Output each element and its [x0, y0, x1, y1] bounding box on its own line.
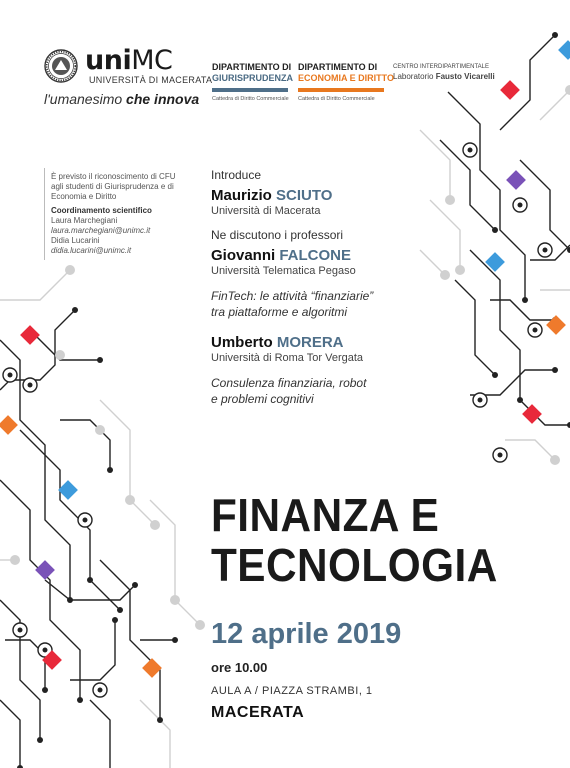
speaker-affiliation: Università di Roma Tor Vergata	[211, 352, 364, 364]
circuit-node	[455, 265, 465, 275]
cattedra-label: Cattedra di Diritto Commerciale	[298, 96, 375, 102]
university-seal-icon	[44, 49, 78, 83]
circuit-line	[0, 270, 70, 300]
diamond-marker	[506, 170, 526, 190]
discussants-label: Ne discutono i professori	[211, 228, 344, 242]
diamond-marker	[0, 415, 18, 435]
circuit-node	[172, 637, 178, 643]
circuit-node	[552, 32, 558, 38]
circuit-line	[540, 90, 570, 120]
circuit-line	[0, 480, 80, 700]
speaker-name: Maurizio SCIUTO	[211, 187, 333, 204]
circuit-node	[37, 737, 43, 743]
circuit-node	[132, 582, 138, 588]
diamond-marker	[558, 40, 570, 60]
circuit-node	[107, 467, 113, 473]
circuit-line	[30, 330, 100, 360]
circuit-ring-center	[533, 328, 538, 333]
diamond-marker	[522, 404, 542, 424]
circuit-node	[87, 577, 93, 583]
info-block: È previsto il riconoscimento di CFU agli studenti di Giurisprudenza e di Economia e Diritto Coordinamento scientifico Laura Marchegiani laura.marchegiani@unimc.it Didia Lucarini didia.lucarini@unimc.it	[51, 172, 186, 256]
circuit-line	[100, 400, 155, 525]
program	[211, 168, 451, 407]
circuit-ring-center	[83, 518, 88, 523]
circuit-node	[522, 297, 528, 303]
circuit-line	[505, 440, 555, 460]
circuit-line	[455, 280, 495, 375]
diamond-marker	[142, 658, 162, 678]
circuit-node	[170, 595, 180, 605]
talk-title: Consulenza finanziaria, robot e problemi cognitivi	[211, 376, 367, 406]
department-economia: DIPARTIMENTO DI ECONOMIA E DIRITTO	[298, 62, 395, 83]
centro-interdipartimentale: CENTRO INTERDIPARTIMENTALE Laboratorio Fausto Vicarelli	[393, 64, 495, 81]
circuit-node	[117, 607, 123, 613]
circuit-ring-center	[43, 648, 48, 653]
circuit-line	[0, 700, 20, 768]
circuit-ring-center	[18, 628, 23, 633]
slogan: l'umanesimo che innova	[44, 91, 200, 107]
speaker-affiliation: Università di Macerata	[211, 205, 321, 217]
event-title: FINANZA E TECNOLOGIA	[211, 489, 498, 591]
circuit-node	[97, 357, 103, 363]
circuit-node	[72, 307, 78, 313]
email: laura.marchegiani@unimc.it	[51, 226, 151, 235]
event-city: MACERATA	[211, 704, 305, 721]
event-place: AULA A / PIAZZA STRAMBI, 1	[211, 685, 373, 697]
circuit-line	[150, 500, 200, 625]
department-color-bar-blue	[212, 88, 288, 92]
circuit-node	[195, 620, 205, 630]
circuit-node	[125, 495, 135, 505]
circuit-line	[0, 600, 40, 740]
circuit-line	[90, 700, 110, 768]
circuit-line	[470, 370, 555, 395]
event-date: 12 aprile 2019	[211, 618, 402, 650]
coordination-label: Coordinamento scientifico	[51, 206, 152, 215]
circuit-ring-center	[468, 148, 473, 153]
diamond-marker	[35, 560, 55, 580]
cattedra-label: Cattedra di Diritto Commerciale	[212, 96, 289, 102]
circuit-ring-center	[518, 203, 523, 208]
unimc-logo: uniMC	[85, 45, 173, 76]
circuit-line	[70, 620, 115, 680]
circuit-node	[67, 597, 73, 603]
talk-title: FinTech: le attività “finanziarie” tra piattaforme e algoritmi	[211, 289, 374, 319]
circuit-node	[552, 367, 558, 373]
circuit-ring-center	[28, 383, 33, 388]
circuit-ring-center	[543, 248, 548, 253]
circuit-node	[95, 425, 105, 435]
department-giurisprudenza: DIPARTIMENTO DI GIURISPRUDENZA	[212, 62, 294, 83]
university-name: UNIVERSITÀ DI MACERATA	[89, 75, 213, 85]
circuit-node	[492, 227, 498, 233]
event-time: ore 10.00	[211, 660, 268, 675]
circuit-node	[517, 397, 523, 403]
diamond-marker	[546, 315, 566, 335]
divider	[44, 168, 45, 260]
circuit-node	[55, 350, 65, 360]
circuit-node	[112, 617, 118, 623]
diamond-marker	[20, 325, 40, 345]
circuit-line	[140, 700, 170, 768]
email: didia.lucarini@unimc.it	[51, 246, 132, 255]
speaker-affiliation: Università Telematica Pegaso	[211, 265, 356, 277]
diamond-marker	[500, 80, 520, 100]
speaker-name: Giovanni FALCONE	[211, 247, 352, 264]
circuit-node	[150, 520, 160, 530]
introduce-label: Introduce	[211, 168, 262, 182]
speaker-name: Umberto MORERA	[211, 334, 344, 351]
diamond-marker	[58, 480, 78, 500]
circuit-node	[157, 717, 163, 723]
circuit-ring-center	[8, 373, 13, 378]
circuit-node	[42, 687, 48, 693]
circuit-node	[65, 265, 75, 275]
circuit-node	[492, 372, 498, 378]
circuit-ring-center	[478, 398, 483, 403]
circuit-node	[77, 697, 83, 703]
circuit-ring-center	[498, 453, 503, 458]
circuit-node	[550, 455, 560, 465]
circuit-node	[10, 555, 20, 565]
circuit-ring-center	[98, 688, 103, 693]
department-color-bar-orange	[298, 88, 384, 92]
